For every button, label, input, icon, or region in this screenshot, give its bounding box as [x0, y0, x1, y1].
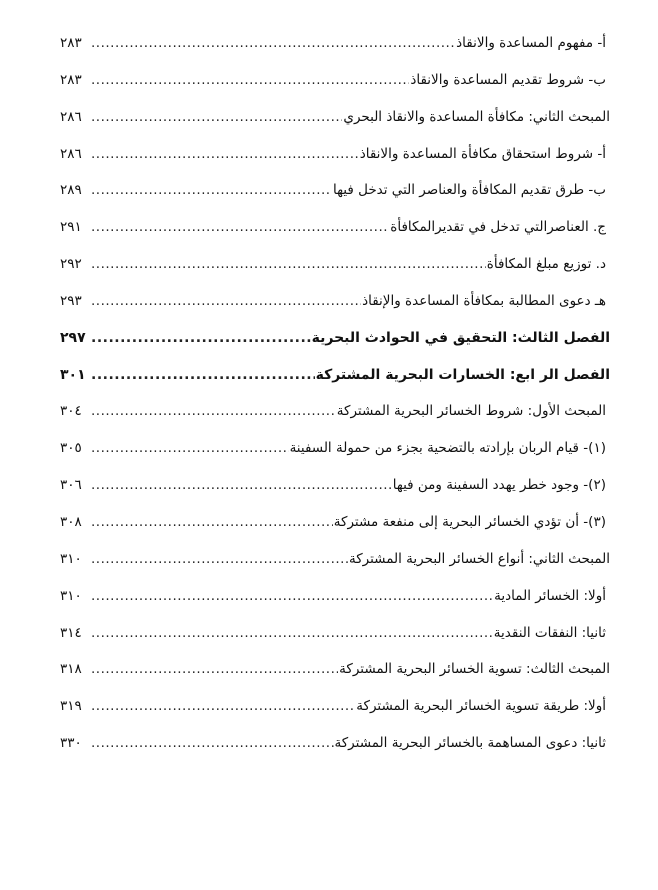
toc-entry-page: ٣٣٠ — [60, 735, 82, 752]
dot-leader — [91, 472, 392, 498]
toc-entry-page: ٣٠٦ — [60, 477, 82, 494]
toc-entry — [60, 214, 610, 251]
toc-entry-title: أولا: الخسائر المادية — [494, 587, 606, 604]
toc-entry-title: (٢)- وجود خطر يهدد السفينة ومن فيها — [392, 477, 606, 494]
toc-entry — [60, 141, 610, 178]
toc-entry — [60, 546, 610, 583]
dot-leader — [91, 398, 336, 424]
toc-entry-title: أ- مفهوم المساعدة والانقاذ — [456, 35, 606, 51]
toc-entry-title: الفصل الثالث: التحقيق في الحوادث البحرية — [311, 329, 610, 346]
toc-entry-page: ٢٩٢ — [60, 256, 82, 273]
toc-entry-page: ٢٩٣ — [60, 292, 82, 309]
toc-entry — [60, 398, 610, 435]
toc-entry-page: ٢٨٦ — [60, 108, 82, 125]
dot-leader — [91, 177, 332, 203]
toc-entry — [60, 435, 610, 472]
dot-leader — [91, 67, 409, 93]
dot-leader — [91, 620, 493, 646]
toc-entry — [60, 656, 610, 693]
dot-leader — [91, 546, 348, 572]
toc-entry-title: ثانيا: النفقات النقدية — [493, 624, 606, 641]
toc-entry — [60, 509, 610, 546]
toc-entry — [60, 583, 610, 620]
toc-entry-title: د. توزيع مبلغ المكافأة — [486, 256, 606, 273]
toc-entry — [60, 30, 610, 67]
toc-entry-page: ٢٨٩ — [60, 182, 82, 199]
dot-leader — [91, 362, 315, 388]
toc-entry-title: المبحث الثالث: تسوية الخسائر البحرية المشتركة — [339, 661, 610, 678]
toc-entry-page: ٢٨٦ — [60, 145, 82, 162]
toc-entry-title: أ- شروط استحقاق مكافأة المساعدة والانقاذ — [359, 145, 606, 162]
table-of-contents — [60, 30, 610, 767]
toc-entry-page: ٣٠٤ — [60, 403, 82, 420]
dot-leader — [91, 435, 289, 461]
toc-entry — [60, 325, 610, 362]
toc-entry — [60, 251, 610, 288]
toc-entry-title: (٣)- أن تؤدي الخسائر البحرية إلى منفعة مشتركة — [333, 513, 606, 530]
toc-entry — [60, 730, 610, 767]
toc-entry — [60, 104, 610, 141]
toc-entry — [60, 362, 610, 399]
dot-leader — [91, 30, 455, 56]
toc-entry-page: ٣١٩ — [60, 698, 82, 715]
dot-leader — [91, 141, 359, 167]
toc-entry-title: المبحث الثاني: مكافأة المساعدة والانقاذ البحري — [343, 108, 610, 125]
toc-entry-title: ثانيا: دعوى المساهمة بالخسائر البحرية المشتركة — [334, 735, 606, 752]
dot-leader — [91, 288, 361, 314]
toc-entry-title: (١)- قيام الربان بإرادته بالتضحية بجزء من حمولة السفينة — [289, 440, 606, 457]
dot-leader — [91, 214, 389, 240]
toc-entry-page: ٣٠٥ — [60, 440, 82, 457]
toc-entry-title: ب- شروط تقديم المساعدة والانقاذ — [410, 71, 606, 88]
toc-entry-title: ج. العناصرالتي تدخل في تقديرالمكافأة — [390, 219, 606, 236]
toc-entry-page: ٣٠١ — [60, 366, 86, 383]
toc-entry-page: ٣١٠ — [60, 587, 82, 604]
toc-entry-page: ٢٩١ — [60, 219, 82, 236]
dot-leader — [91, 251, 486, 277]
toc-entry-page: ٣١٨ — [60, 661, 82, 678]
dot-leader — [91, 325, 311, 351]
dot-leader — [91, 693, 355, 719]
toc-entry-title: هـ دعوى المطالبة بمكافأة المساعدة والإنقاذ — [362, 292, 606, 309]
toc-entry-page: ٢٨٣ — [60, 35, 82, 51]
dot-leader — [91, 104, 342, 130]
dot-leader — [91, 656, 338, 682]
toc-entry-title: الفصل الر ابع: الخسارات البحرية المشتركة — [315, 366, 610, 383]
toc-entry — [60, 177, 610, 214]
toc-entry — [60, 288, 610, 325]
toc-entry-page: ٣٠٨ — [60, 513, 82, 530]
toc-entry-page: ٣١٠ — [60, 550, 82, 567]
toc-entry-title: ب- طرق تقديم المكافأة والعناصر التي تدخل فيها — [332, 182, 606, 199]
dot-leader — [91, 583, 493, 609]
dot-leader — [91, 509, 333, 535]
toc-entry-page: ٢٩٧ — [60, 329, 86, 346]
toc-entry — [60, 67, 610, 104]
toc-entry-title: أولا: طريقة تسوية الخسائر البحرية المشتركة — [356, 698, 606, 715]
toc-entry-page: ٢٨٣ — [60, 71, 82, 88]
toc-entry — [60, 472, 610, 509]
toc-entry — [60, 693, 610, 730]
toc-entry-title: المبحث الأول: شروط الخسائر البحرية المشتركة — [336, 403, 606, 420]
toc-entry-page: ٣١٤ — [60, 624, 82, 641]
dot-leader — [91, 730, 334, 756]
toc-entry — [60, 620, 610, 657]
toc-entry-title: المبحث الثاني: أنواع الخسائر البحرية المشتركة — [348, 550, 610, 567]
